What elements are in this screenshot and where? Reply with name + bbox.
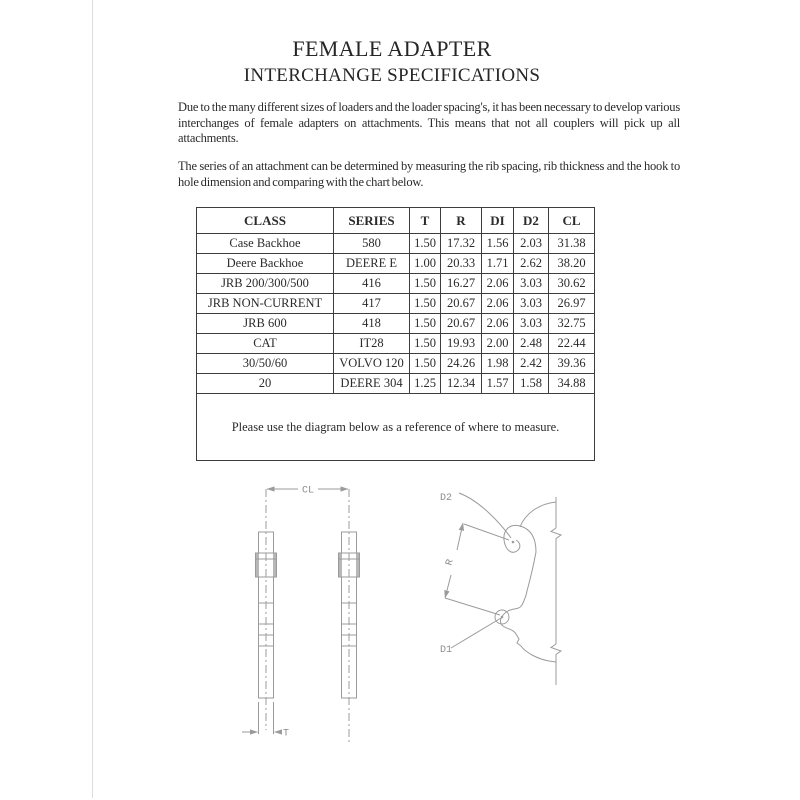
table-cell: Case Backhoe xyxy=(197,234,334,254)
column-header-t: T xyxy=(410,208,441,234)
doc-title: FEMALE ADAPTER xyxy=(292,36,492,61)
table-cell: 2.06 xyxy=(482,314,514,334)
r-dimension xyxy=(445,523,509,615)
rib-front-view-diagram xyxy=(225,462,395,762)
table-row xyxy=(197,354,595,374)
table-cell: 416 xyxy=(334,274,410,294)
table-cell: 580 xyxy=(334,234,410,254)
table-cell: 418 xyxy=(334,314,410,334)
table-row xyxy=(197,294,595,314)
table-cell: 1.50 xyxy=(410,334,441,354)
table-cell: 2.06 xyxy=(482,294,514,314)
table-cell: 2.42 xyxy=(514,354,549,374)
table-cell: 30.62 xyxy=(549,274,595,294)
hook-body-profile xyxy=(501,552,556,662)
table-note-row xyxy=(197,394,595,461)
table-cell: 12.34 xyxy=(441,374,482,394)
table-cell: 39.36 xyxy=(549,354,595,374)
table-cell: 16.27 xyxy=(441,274,482,294)
table-cell: JRB 600 xyxy=(197,314,334,334)
table-cell: 22.44 xyxy=(549,334,595,354)
table-cell: 2.00 xyxy=(482,334,514,354)
table-cell: 17.32 xyxy=(441,234,482,254)
t-dimension-label: T xyxy=(283,728,290,740)
series-paragraph: The series of an attachment can be determined by measuring the rib spacing, rib thickness and the hook to hole dimension and comparing with the chart below. xyxy=(178,159,680,189)
table-cell: CAT xyxy=(197,334,334,354)
d2-label: D2 xyxy=(440,493,453,504)
table-cell: 3.03 xyxy=(514,294,549,314)
column-header-series: SERIES xyxy=(334,208,410,234)
table-cell: 2.48 xyxy=(514,334,549,354)
table-cell: VOLVO 120 xyxy=(334,354,410,374)
cl-dimension-label: CL xyxy=(301,485,315,497)
table-cell: 1.56 xyxy=(482,234,514,254)
table-cell: 1.50 xyxy=(410,294,441,314)
table-cell: 1.50 xyxy=(410,274,441,294)
page-left-edge xyxy=(92,0,93,798)
table-cell: JRB 200/300/500 xyxy=(197,274,334,294)
table-cell: 24.26 xyxy=(441,354,482,374)
hole-center-point xyxy=(501,616,504,619)
table-row xyxy=(197,234,595,254)
table-cell: 1.98 xyxy=(482,354,514,374)
table-header-row xyxy=(197,208,595,234)
table-note: Please use the diagram below as a reference of where to measure. xyxy=(197,394,595,461)
hook-curl xyxy=(504,525,536,552)
d1-label: D1 xyxy=(440,645,453,656)
t-dimension xyxy=(242,702,280,734)
table-row xyxy=(197,334,595,354)
table-cell: 2.06 xyxy=(482,274,514,294)
hook-center-point xyxy=(512,541,515,544)
table-cell: 1.71 xyxy=(482,254,514,274)
doc-subtitle: INTERCHANGE SPECIFICATIONS xyxy=(243,65,541,86)
table-cell: 1.50 xyxy=(410,234,441,254)
column-header-r: R xyxy=(441,208,482,234)
table-cell: 26.97 xyxy=(549,294,595,314)
table-cell: 30/50/60 xyxy=(197,354,334,374)
table-row xyxy=(197,314,595,334)
table-cell: 1.00 xyxy=(410,254,441,274)
table-cell: 3.03 xyxy=(514,274,549,294)
table-cell: 1.58 xyxy=(514,374,549,394)
table-cell: IT28 xyxy=(334,334,410,354)
table-row xyxy=(197,374,595,394)
column-header-d2: D2 xyxy=(514,208,549,234)
table-cell: 3.03 xyxy=(514,314,549,334)
table-cell: 19.93 xyxy=(441,334,482,354)
table-cell: 417 xyxy=(334,294,410,314)
table-row xyxy=(197,274,595,294)
table-cell: 1.50 xyxy=(410,354,441,374)
d1-leader-line xyxy=(451,618,501,648)
table-cell: DEERE E xyxy=(334,254,410,274)
table-cell: 20.33 xyxy=(441,254,482,274)
table-cell: Deere Backhoe xyxy=(197,254,334,274)
interchange-spec-table xyxy=(196,207,595,461)
title-block xyxy=(92,36,692,87)
intro-paragraph: Due to the many different sizes of loaders and the loader spacing's, it has been necessary to develop various interchanges of female adapters on attachments. This means that not all couplers will pick up all attachments. xyxy=(178,100,680,146)
r-dimension-label: R xyxy=(444,558,457,567)
table-cell: 2.62 xyxy=(514,254,549,274)
table-cell: 2.03 xyxy=(514,234,549,254)
side-edge-line xyxy=(551,497,561,685)
table-cell: 32.75 xyxy=(549,314,595,334)
table-row xyxy=(197,254,595,274)
column-header-di: DI xyxy=(482,208,514,234)
table-cell: 1.50 xyxy=(410,314,441,334)
table-cell: 20.67 xyxy=(441,314,482,334)
column-header-class: CLASS xyxy=(197,208,334,234)
table-cell: 20 xyxy=(197,374,334,394)
top-sweep-curve xyxy=(520,502,556,527)
hook-profile-diagram xyxy=(420,478,600,708)
table-cell: DEERE 304 xyxy=(334,374,410,394)
table-cell: 1.57 xyxy=(482,374,514,394)
table-cell: 20.67 xyxy=(441,294,482,314)
table-cell: 34.88 xyxy=(549,374,595,394)
table-cell: 38.20 xyxy=(549,254,595,274)
table-cell: 1.25 xyxy=(410,374,441,394)
column-header-cl: CL xyxy=(549,208,595,234)
table-cell: JRB NON-CURRENT xyxy=(197,294,334,314)
table-cell: 31.38 xyxy=(549,234,595,254)
